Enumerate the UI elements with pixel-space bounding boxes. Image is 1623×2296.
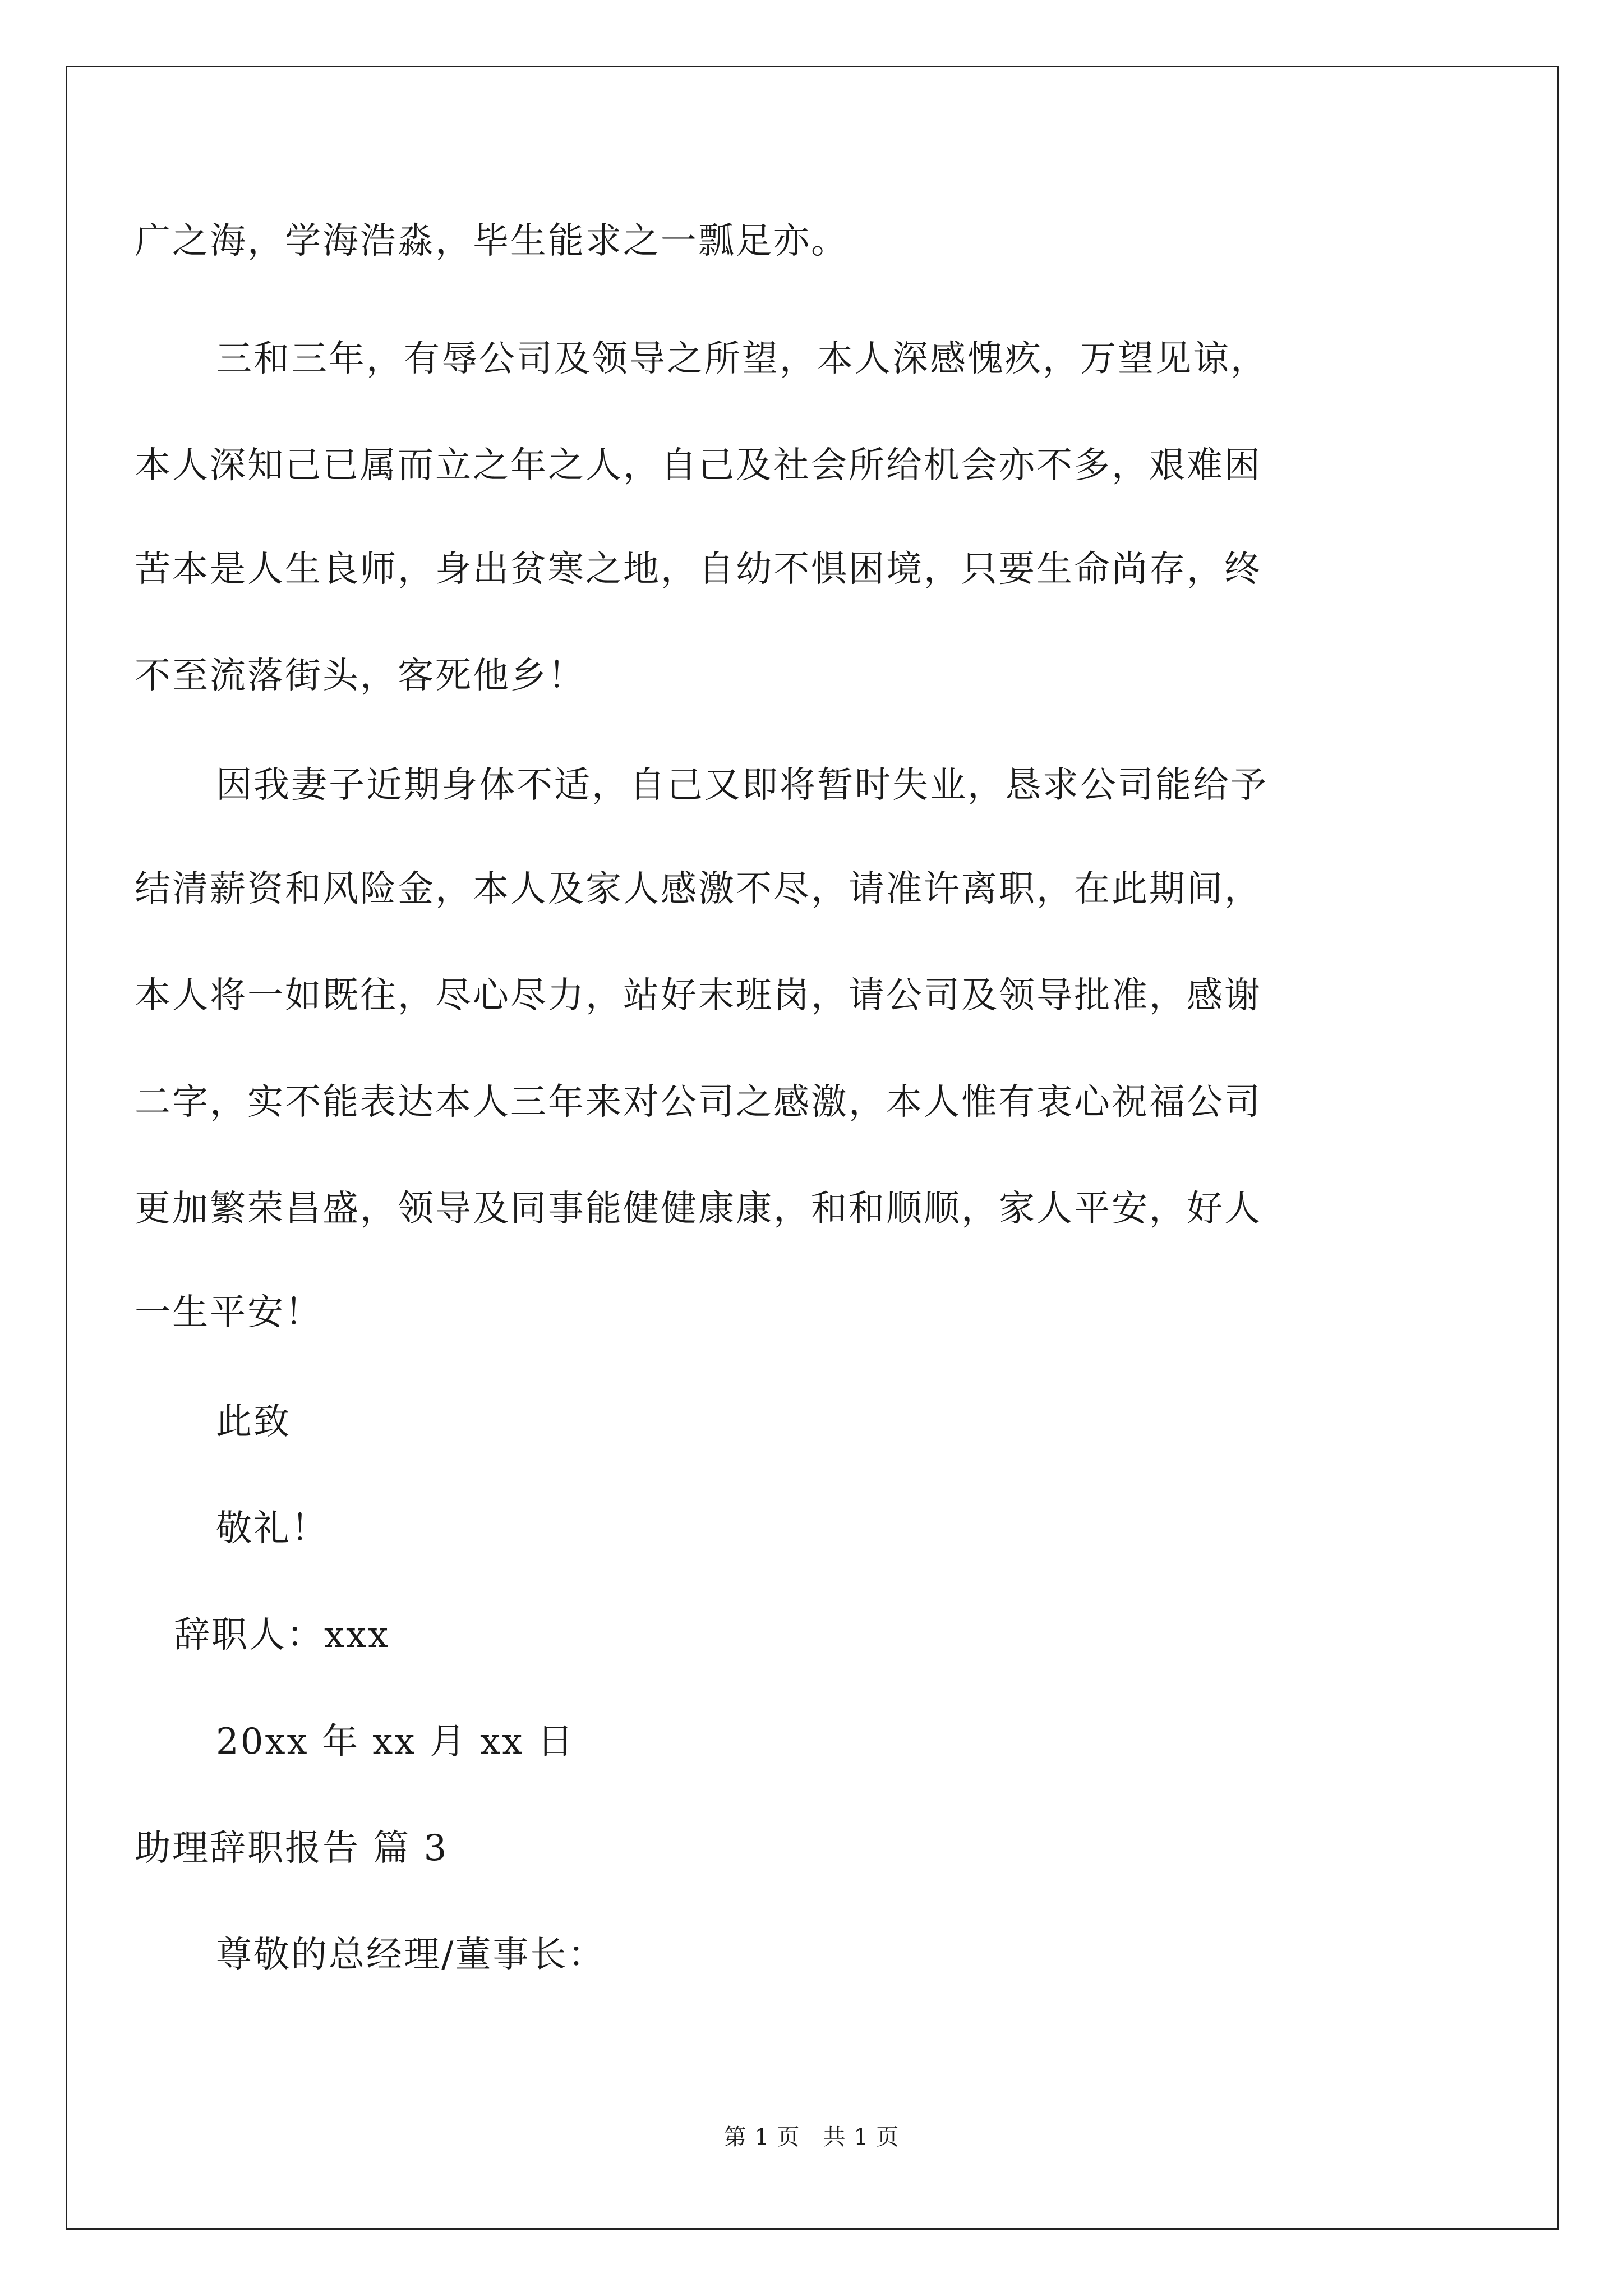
text-line: 不至流落街头，客死他乡！ xyxy=(135,655,585,697)
text-line: 二字，实不能表达本人三年来对公司之感激，本人惟有衷心祝福公司 xyxy=(135,1082,1262,1123)
text-line: 本人将一如既往，尽心尽力，站好末班岗，请公司及领导批准，感谢 xyxy=(135,975,1262,1016)
text-line: 广之海，学海浩淼，毕生能求之一瓢足亦。 xyxy=(135,220,849,262)
page-border xyxy=(66,66,1559,2230)
closing-salutation: 此致 xyxy=(216,1401,291,1443)
paragraph-start-line: 三和三年，有辱公司及领导之所望，本人深感愧疚，万望见谅， xyxy=(216,338,1268,380)
letter-greeting: 尊敬的总经理/董事长： xyxy=(216,1934,606,1976)
date-line: 20xx 年 xx 月 xx 日 xyxy=(216,1721,575,1763)
text-line: 一生平安！ xyxy=(135,1292,322,1333)
text-line: 苦本是人生良师，身出贫寒之地，自幼不惧困境，只要生命尚存，终 xyxy=(135,549,1262,590)
text-line: 本人深知己已属而立之年之人，自己及社会所给机会亦不多，艰难困 xyxy=(135,445,1262,486)
text-line: 更加繁荣昌盛，领导及同事能健健康康，和和顺顺，家人平安，好人 xyxy=(135,1188,1262,1230)
signature-line: 辞职人：xxx xyxy=(174,1614,390,1656)
page-number-footer: 第 1 页 共 1 页 xyxy=(723,2124,900,2150)
text-line: 结清薪资和风险金，本人及家人感激不尽，请准许离职，在此期间， xyxy=(135,868,1262,910)
closing-regards: 敬礼！ xyxy=(216,1508,329,1549)
section-heading: 助理辞职报告 篇 3 xyxy=(135,1828,449,1869)
paragraph-start-line: 因我妻子近期身体不适，自己又即将暂时失业，恳求公司能给予 xyxy=(216,765,1268,806)
